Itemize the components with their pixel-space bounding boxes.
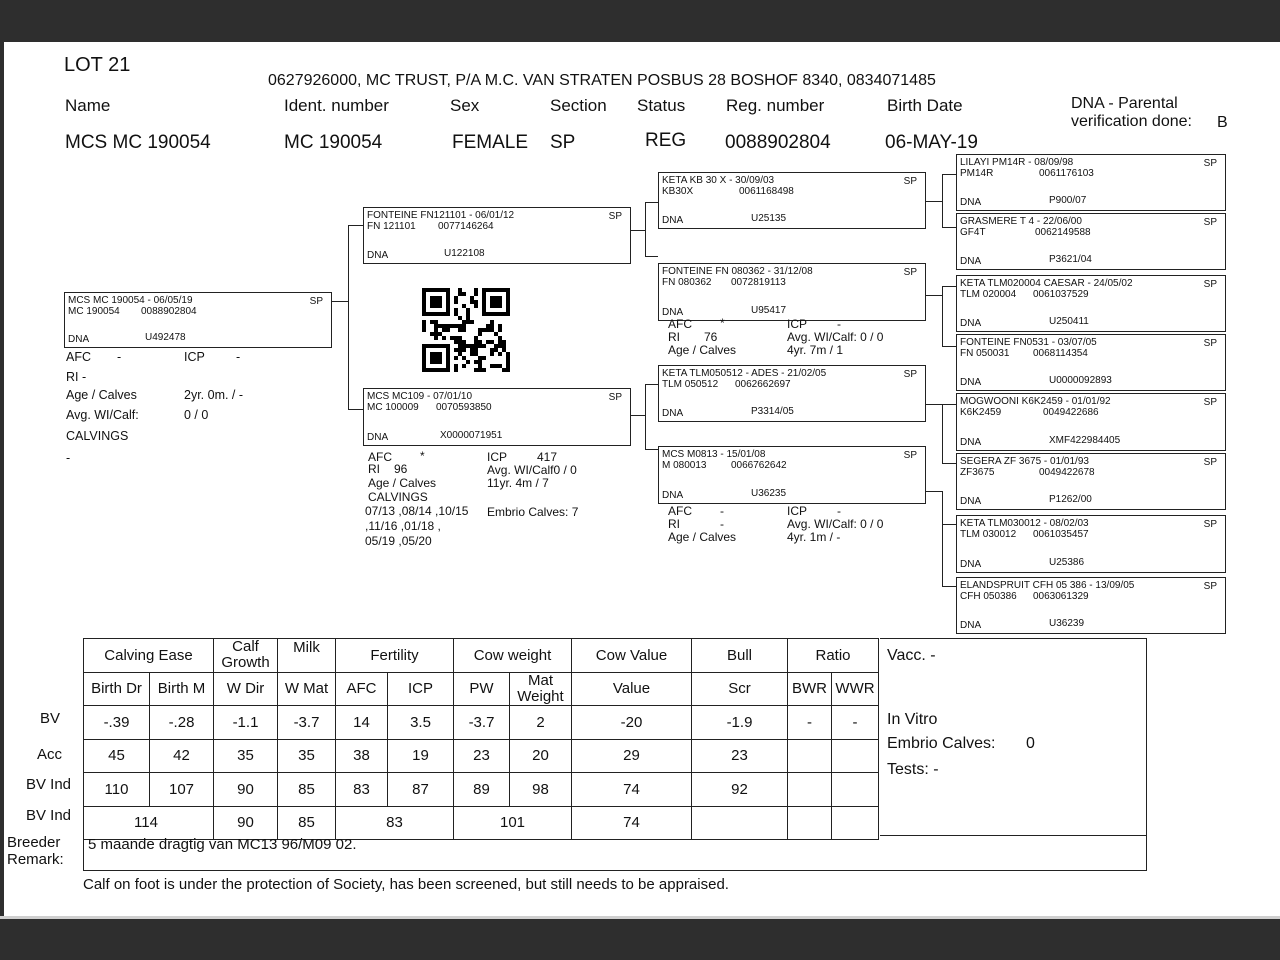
- col-w-mat: W Mat: [278, 672, 336, 706]
- dd-age: 4yr. 1m / -: [787, 530, 841, 544]
- box-ident: CFH 050386: [960, 591, 1017, 602]
- table-group-header-row: [84, 639, 879, 673]
- box-reg: 0061176103: [1039, 168, 1094, 179]
- col-pw: PW: [454, 672, 510, 706]
- table-cell: 42: [150, 739, 214, 773]
- col-bwr: BWR: [788, 672, 832, 706]
- box-dna: U36235: [751, 488, 787, 499]
- col-afc: AFC: [336, 672, 388, 706]
- box-section: SP: [1203, 158, 1217, 169]
- table-cell: 74: [572, 806, 692, 840]
- box-reg: 0072819113: [731, 277, 786, 288]
- table-cell: [832, 806, 879, 840]
- table-cell: 101: [454, 806, 572, 840]
- box-reg: 0049422678: [1039, 467, 1095, 478]
- sd-age: 4yr. 7m / 1: [787, 343, 844, 357]
- box-title: SEGERA ZF 3675 - 01/01/93: [960, 456, 1089, 467]
- table-cell: 23: [454, 739, 510, 773]
- box-dna: P1262/00: [1049, 494, 1092, 505]
- group-milk: Milk: [278, 639, 336, 673]
- pedigree-box-sire-sire: [658, 172, 926, 229]
- col-birth-dr: Birth Dr: [84, 672, 150, 706]
- table-cell: 20: [510, 739, 572, 773]
- box-section: SP: [1203, 397, 1217, 408]
- box-dna: U250411: [1049, 316, 1089, 327]
- box-ident: TLM 030012: [960, 529, 1017, 540]
- table-cell: [788, 773, 832, 807]
- box-section: SP: [1203, 217, 1217, 228]
- col-mat-weight-line1: Mat: [527, 671, 553, 689]
- col-w-dir: W Dir: [214, 672, 278, 706]
- box-dna: P3621/04: [1049, 254, 1092, 265]
- box-title: ELANDSPRUIT CFH 05 386 - 13/09/05: [960, 580, 1135, 591]
- pedigree-box-gg-8: [956, 577, 1226, 634]
- box-title: MCS MC 190054 - 06/05/19: [68, 295, 193, 306]
- box-dna-label: DNA: [662, 307, 684, 318]
- box-title: MCS M0813 - 15/01/08: [662, 449, 766, 460]
- pedigree-box-self: [64, 292, 332, 348]
- sd-icp-label: ICP: [787, 317, 808, 331]
- dd-icp-label: ICP: [787, 504, 808, 518]
- dam-age: 11yr. 4m / 7: [487, 476, 549, 490]
- col-icp: ICP: [388, 672, 454, 706]
- col-birth-m: Birth M: [150, 672, 214, 706]
- table-cell: [788, 739, 832, 773]
- dam-calvings-3: 05/19 ,05/20: [365, 534, 432, 548]
- table-cell: -3.7: [278, 706, 336, 740]
- animal-name: MCS MC 190054: [65, 132, 211, 153]
- table-cell: 19: [388, 739, 454, 773]
- dd-afc: -: [720, 504, 724, 518]
- box-section: SP: [903, 176, 917, 187]
- footnote: Calf on foot is under the protection of Society, has been screened, but still needs to be appraised.: [83, 876, 729, 893]
- group-calf-growth-line2: Growth: [221, 654, 270, 672]
- table-row-bv-ind: [84, 773, 879, 807]
- group-cow-weight: Cow weight: [454, 639, 572, 673]
- table-cell: -.28: [150, 706, 214, 740]
- pedigree-sheet: [4, 42, 1280, 916]
- dam-icp: 417: [537, 450, 558, 464]
- box-section: SP: [1203, 581, 1217, 592]
- self-calvings-label: CALVINGS: [66, 429, 129, 443]
- pedigree-box-gg-4: [956, 334, 1226, 391]
- box-title: FONTEINE FN121101 - 06/01/12: [367, 210, 515, 221]
- dam-wi: Avg. WI/Calf0 / 0: [487, 463, 577, 477]
- row-label-bv-ind: BV Ind: [26, 776, 72, 793]
- box-dna-label: DNA: [960, 559, 982, 570]
- dam-ri: 96: [394, 462, 408, 476]
- box-dna-label: DNA: [662, 490, 684, 501]
- self-afc-label: AFC: [66, 350, 91, 364]
- self-age: 2yr. 0m. / -: [184, 388, 244, 402]
- box-dna-label: DNA: [662, 408, 684, 419]
- box-reg: 0061037529: [1033, 289, 1089, 300]
- table-cell: 14: [336, 706, 388, 740]
- header-status: Status: [637, 96, 686, 115]
- table-cell: 92: [692, 773, 788, 807]
- box-title: MOGWOONI K6K2459 - 01/01/92: [960, 396, 1111, 407]
- box-reg: 0070593850: [436, 402, 492, 413]
- box-dna: P900/07: [1049, 195, 1087, 206]
- box-reg: 0062149588: [1035, 227, 1091, 238]
- sd-afc-label: AFC: [668, 317, 692, 331]
- dam-calvings-2: ,11/16 ,01/18 ,: [365, 519, 441, 533]
- dd-age-label: Age / Calves: [668, 530, 737, 544]
- table-cell: 85: [278, 806, 336, 840]
- table-cell: -: [788, 706, 832, 740]
- dam-calvings-1: 07/13 ,08/14 ,10/15: [365, 504, 469, 518]
- animal-sex: FEMALE: [452, 132, 529, 153]
- box-ident: TLM 050512: [662, 379, 719, 390]
- table-cell: 45: [84, 739, 150, 773]
- breeder-label-line2: Remark:: [7, 851, 64, 868]
- dd-wi: Avg. WI/Calf: 0 / 0: [787, 517, 884, 531]
- box-title: KETA TLM030012 - 08/02/03: [960, 518, 1089, 529]
- dd-icp: -: [837, 504, 841, 518]
- group-cow-value: Cow Value: [572, 639, 692, 673]
- table-cell: -20: [572, 706, 692, 740]
- box-section: SP: [1203, 279, 1217, 290]
- table-cell: -3.7: [454, 706, 510, 740]
- box-section: SP: [1203, 338, 1217, 349]
- col-wwr: WWR: [832, 672, 879, 706]
- box-reg: 0061035457: [1033, 529, 1089, 540]
- pedigree-box-gg-7: [956, 515, 1226, 573]
- table-cell: 98: [510, 773, 572, 807]
- row-label-bv: BV: [40, 710, 61, 727]
- bottom-frame: [0, 916, 1280, 960]
- table-cell: 110: [84, 773, 150, 807]
- table-cell: 85: [278, 773, 336, 807]
- box-ident: MC 100009: [367, 402, 419, 413]
- dna-verification: [1071, 95, 1228, 131]
- embrio-calves-label: Embrio Calves:: [887, 735, 996, 752]
- box-dna-label: DNA: [960, 318, 982, 329]
- group-ratio: Ratio: [788, 639, 879, 673]
- box-reg: 0049422686: [1043, 407, 1099, 418]
- col-mat-weight: [510, 672, 572, 706]
- pedigree-box-gg-1: [956, 154, 1226, 211]
- self-afc: -: [117, 350, 122, 364]
- pedigree-box-gg-5: [956, 393, 1226, 451]
- table-cell: 35: [278, 739, 336, 773]
- table-column-header-row: [84, 672, 879, 706]
- self-ri: RI -: [66, 370, 87, 384]
- pedigree-box-dam-sire: [658, 365, 926, 422]
- dam-embrio: Embrio Calves: 7: [487, 505, 579, 519]
- table-cell: -1.9: [692, 706, 788, 740]
- table-cell: 35: [214, 739, 278, 773]
- sd-ri-label: RI: [668, 330, 680, 344]
- box-dna-label: DNA: [960, 256, 982, 267]
- breeding-values-table: [83, 638, 879, 840]
- pedigree-box-dam: [363, 388, 631, 446]
- vaccination-panel: [880, 638, 1147, 836]
- box-title: KETA TLM020004 CAESAR - 24/05/02: [960, 278, 1133, 289]
- table-cell: 23: [692, 739, 788, 773]
- box-dna: U25135: [751, 213, 787, 224]
- table-cell: 87: [388, 773, 454, 807]
- animal-reg: 0088902804: [725, 132, 831, 153]
- box-reg: 0062662697: [735, 379, 791, 390]
- box-dna-label: DNA: [367, 250, 389, 261]
- remark-box: [83, 836, 1147, 871]
- table-cell: -.39: [84, 706, 150, 740]
- self-wi: 0 / 0: [184, 408, 209, 422]
- qr-code-icon: [422, 288, 510, 372]
- box-ident: TLM 020004: [960, 289, 1017, 300]
- row-label-bv-ind-2: BV Ind: [26, 807, 72, 824]
- sd-wi: Avg. WI/Calf: 0 / 0: [787, 330, 884, 344]
- box-dna-label: DNA: [68, 334, 90, 345]
- box-dna: X0000071951: [440, 430, 503, 441]
- dam-ri-label: RI: [368, 462, 380, 476]
- dam-afc: *: [420, 449, 425, 463]
- box-section: SP: [903, 369, 917, 380]
- box-reg: 0068114354: [1033, 348, 1088, 359]
- box-section: SP: [1203, 457, 1217, 468]
- box-dna: U0000092893: [1049, 375, 1112, 386]
- box-dna: U122108: [444, 248, 485, 259]
- remark-text: 5 maande dragtig van MC13 96/M09 02.: [88, 836, 357, 853]
- table-cell: 29: [572, 739, 692, 773]
- self-calvings: -: [66, 451, 71, 465]
- table-cell: 90: [214, 806, 278, 840]
- table-cell: 114: [84, 806, 214, 840]
- tests-text: Tests: -: [887, 761, 939, 778]
- sd-ri: 76: [704, 330, 718, 344]
- table-cell: [692, 806, 788, 840]
- box-ident: FN 080362: [662, 277, 712, 288]
- group-fertility: Fertility: [336, 639, 454, 673]
- box-reg: 0088902804: [141, 306, 197, 317]
- box-dna-label: DNA: [960, 496, 982, 507]
- box-ident: FN 050031: [960, 348, 1010, 359]
- table-cell: 74: [572, 773, 692, 807]
- dam-icp-label: ICP: [487, 450, 508, 464]
- header-sex: Sex: [450, 96, 480, 115]
- box-section: SP: [608, 211, 622, 222]
- dam-afc-label: AFC: [368, 450, 392, 464]
- vacc-text: Vacc. -: [887, 647, 936, 664]
- table-cell: [832, 739, 879, 773]
- box-ident: M 080013: [662, 460, 707, 471]
- box-dna: U492478: [145, 332, 186, 343]
- table-row-acc: [84, 739, 879, 773]
- animal-section: SP: [550, 132, 576, 153]
- box-dna-label: DNA: [960, 620, 982, 631]
- box-dna: P3314/05: [751, 406, 794, 417]
- dd-ri: -: [720, 517, 724, 531]
- col-value: Value: [572, 672, 692, 706]
- table-cell: [788, 806, 832, 840]
- box-title: GRASMERE T 4 - 22/06/00: [960, 216, 1082, 227]
- table-cell: -: [832, 706, 879, 740]
- sd-age-label: Age / Calves: [668, 343, 737, 357]
- box-title: MCS MC109 - 07/01/10: [367, 391, 473, 402]
- dam-age-label: Age / Calves: [368, 476, 437, 490]
- animal-birth: 06-MAY-19: [885, 132, 978, 153]
- self-icp: -: [236, 350, 241, 364]
- box-reg: 0077146264: [438, 221, 494, 232]
- box-title: LILAYI PM14R - 08/09/98: [960, 157, 1074, 168]
- in-vitro-text: In Vitro: [887, 711, 938, 728]
- pedigree-box-gg-3: [956, 275, 1226, 332]
- pedigree-box-gg-2: [956, 213, 1226, 270]
- box-ident: K6K2459: [960, 407, 1002, 418]
- box-dna-label: DNA: [960, 437, 982, 448]
- group-calf-growth-line1: Calf: [232, 638, 259, 656]
- box-title: FONTEINE FN0531 - 03/07/05: [960, 337, 1097, 348]
- header-birth: Birth Date: [887, 96, 963, 115]
- box-ident: FN 121101: [367, 221, 416, 232]
- table-cell: 38: [336, 739, 388, 773]
- breeder-remark-label: [7, 834, 64, 868]
- self-icp-label: ICP: [184, 350, 205, 364]
- box-dna-label: DNA: [367, 432, 389, 443]
- box-ident: MC 190054: [68, 306, 120, 317]
- breeder-label-line1: Breeder: [7, 834, 61, 851]
- box-dna: XMF422984405: [1049, 435, 1121, 446]
- header-reg: Reg. number: [726, 96, 825, 115]
- box-ident: PM14R: [960, 168, 994, 179]
- dd-afc-label: AFC: [668, 504, 692, 518]
- table-cell: -1.1: [214, 706, 278, 740]
- table-cell: 83: [336, 806, 454, 840]
- box-ident: KB30X: [662, 186, 694, 197]
- table-cell: [832, 773, 879, 807]
- self-wi-label: Avg. WI/Calf:: [66, 408, 139, 422]
- pedigree-box-gg-6: [956, 453, 1226, 510]
- header-name: Name: [65, 96, 111, 115]
- box-dna: U25386: [1049, 557, 1085, 568]
- table-row-bv: [84, 706, 879, 740]
- box-title: KETA KB 30 X - 30/09/03: [662, 175, 775, 186]
- col-mat-weight-line2: Weight: [517, 687, 564, 705]
- group-calving-ease: Calving Ease: [84, 639, 214, 673]
- box-section: SP: [903, 267, 917, 278]
- box-ident: ZF3675: [960, 467, 995, 478]
- table-cell: 3.5: [388, 706, 454, 740]
- box-section: SP: [608, 392, 622, 403]
- box-reg: 0063061329: [1033, 591, 1089, 602]
- embrio-calves-value: 0: [1026, 735, 1035, 752]
- box-title: FONTEINE FN 080362 - 31/12/08: [662, 266, 813, 277]
- sd-icp: -: [837, 317, 841, 331]
- box-dna: U36239: [1049, 618, 1085, 629]
- box-dna-label: DNA: [960, 377, 982, 388]
- sd-afc: *: [720, 316, 725, 330]
- box-section: SP: [903, 450, 917, 461]
- col-scr: Scr: [692, 672, 788, 706]
- box-ident: GF4T: [960, 227, 986, 238]
- table-cell: 89: [454, 773, 510, 807]
- table-cell: 107: [150, 773, 214, 807]
- box-dna-label: DNA: [662, 215, 684, 226]
- box-section: SP: [309, 296, 323, 307]
- dna-verification-line2: verification done:: [1071, 113, 1192, 130]
- row-label-acc: Acc: [37, 746, 63, 763]
- pedigree-box-dam-dam: [658, 446, 926, 504]
- self-age-label: Age / Calves: [66, 388, 137, 402]
- dam-calvings-label: CALVINGS: [368, 490, 428, 504]
- owner-line: 0627926000, MC TRUST, P/A M.C. VAN STRATEN POSBUS 28 BOSHOF 8340, 0834071485: [268, 72, 936, 89]
- dna-verification-value: B: [1217, 114, 1228, 131]
- box-reg: 0066762642: [731, 460, 787, 471]
- box-dna-label: DNA: [960, 197, 982, 208]
- animal-ident: MC 190054: [284, 132, 383, 153]
- table-cell: 90: [214, 773, 278, 807]
- table-cell: 83: [336, 773, 388, 807]
- table-row-bv-ind-combined: [84, 806, 879, 840]
- box-title: KETA TLM050512 - ADES - 21/02/05: [662, 368, 827, 379]
- pedigree-box-sire-dam: [658, 263, 926, 321]
- table-cell: 2: [510, 706, 572, 740]
- dna-verification-line1: DNA - Parental: [1071, 95, 1178, 112]
- group-calf-growth: [214, 639, 278, 673]
- lot-number: LOT 21: [64, 54, 131, 76]
- box-section: SP: [1203, 519, 1217, 530]
- animal-status: REG: [645, 130, 687, 151]
- dd-ri-label: RI: [668, 517, 680, 531]
- header-ident: Ident. number: [284, 96, 389, 115]
- header-section: Section: [550, 96, 607, 115]
- box-reg: 0061168498: [739, 186, 794, 197]
- box-dna: U95417: [751, 305, 787, 316]
- pedigree-box-sire: [363, 207, 631, 264]
- group-bull: Bull: [692, 639, 788, 673]
